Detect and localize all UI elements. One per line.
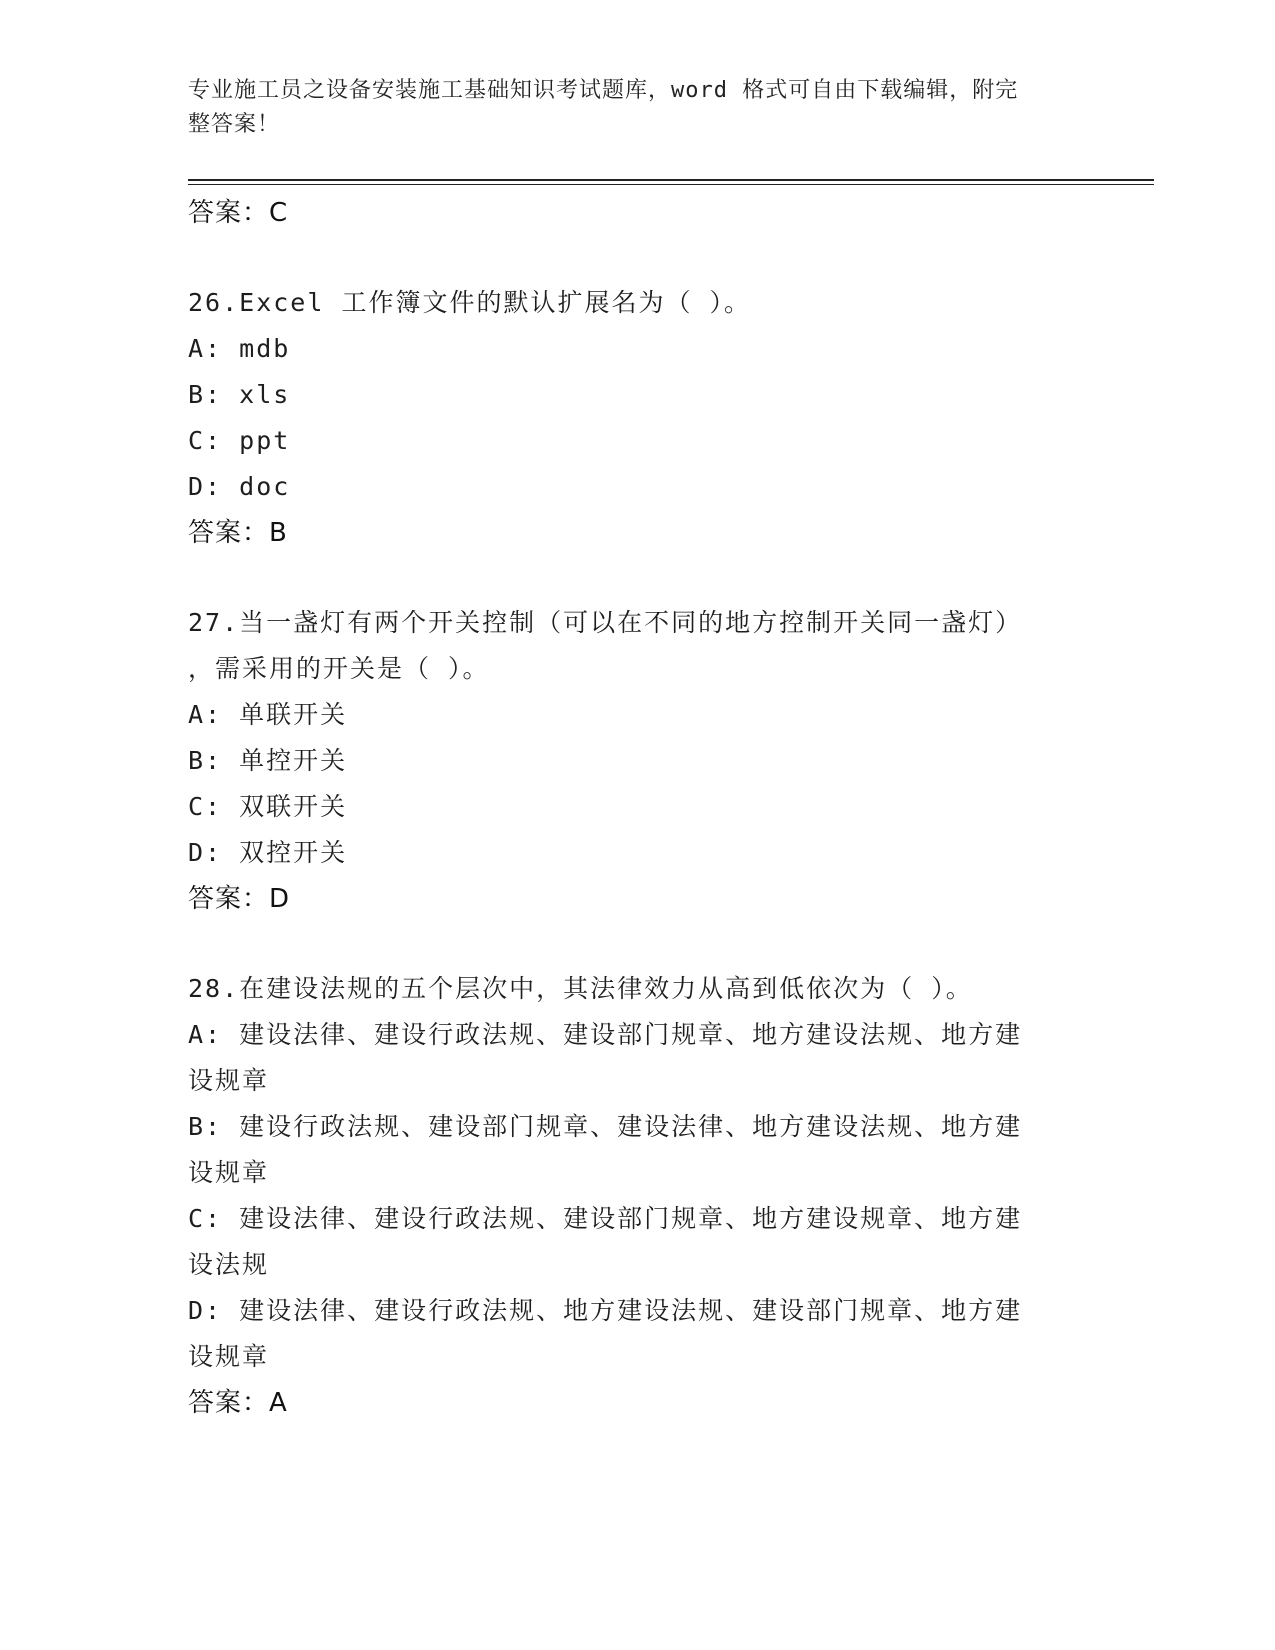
question-block (188, 966, 1088, 1426)
answer-line: 答案：A (188, 1388, 288, 1418)
option-line: 设规章 (188, 1066, 270, 1095)
option-line: D: 建设法律、建设行政法规、地方建设法规、建设部门规章、地方建 (188, 1296, 1023, 1325)
question-stem: 26.Excel 工作簿文件的默认扩展名为（ ）。 (188, 288, 752, 317)
option-line: B: 单控开关 (188, 746, 348, 775)
question-list (188, 236, 1088, 1426)
option-line: C: 建设法律、建设行政法规、建设部门规章、地方建设规章、地方建 (188, 1204, 1023, 1233)
option-line: C: ppt (188, 426, 291, 455)
option-line: D: doc (188, 472, 291, 501)
option-line: A: 建设法律、建设行政法规、建设部门规章、地方建设法规、地方建 (188, 1020, 1023, 1049)
option-line: D: 双控开关 (188, 838, 348, 867)
answer-line: 答案：B (188, 518, 288, 548)
question-block (188, 280, 1088, 556)
option-line: 设规章 (188, 1158, 270, 1187)
question-stem: 27.当一盏灯有两个开关控制（可以在不同的地方控制开关同一盏灯） (188, 608, 1023, 637)
spacer (188, 236, 1088, 280)
previous-answer: 答案：C (188, 198, 289, 228)
option-line: 设法规 (188, 1250, 270, 1279)
option-line: A: 单联开关 (188, 700, 348, 729)
option-line: 设规章 (188, 1342, 270, 1371)
spacer (188, 556, 1088, 600)
question-stem: 28.在建设法规的五个层次中，其法律效力从高到低依次为（ ）。 (188, 974, 973, 1003)
header-line: 整答案！ (188, 112, 281, 137)
header-divider-thin (188, 184, 1154, 185)
header-line: 专业施工员之设备安装施工基础知识考试题库，word 格式可自由下载编辑，附完 (188, 78, 1019, 103)
option-line: B: xls (188, 380, 291, 409)
header-divider (188, 179, 1154, 181)
option-line: A: mdb (188, 334, 291, 363)
option-line: C: 双联开关 (188, 792, 348, 821)
document-header (188, 74, 1068, 142)
document-body (188, 190, 1088, 1426)
answer-line: 答案：D (188, 884, 291, 914)
option-line: B: 建设行政法规、建设部门规章、建设法律、地方建设法规、地方建 (188, 1112, 1023, 1141)
spacer (188, 922, 1088, 966)
question-block (188, 600, 1088, 922)
question-stem: ，需采用的开关是（ ）。 (188, 654, 490, 683)
